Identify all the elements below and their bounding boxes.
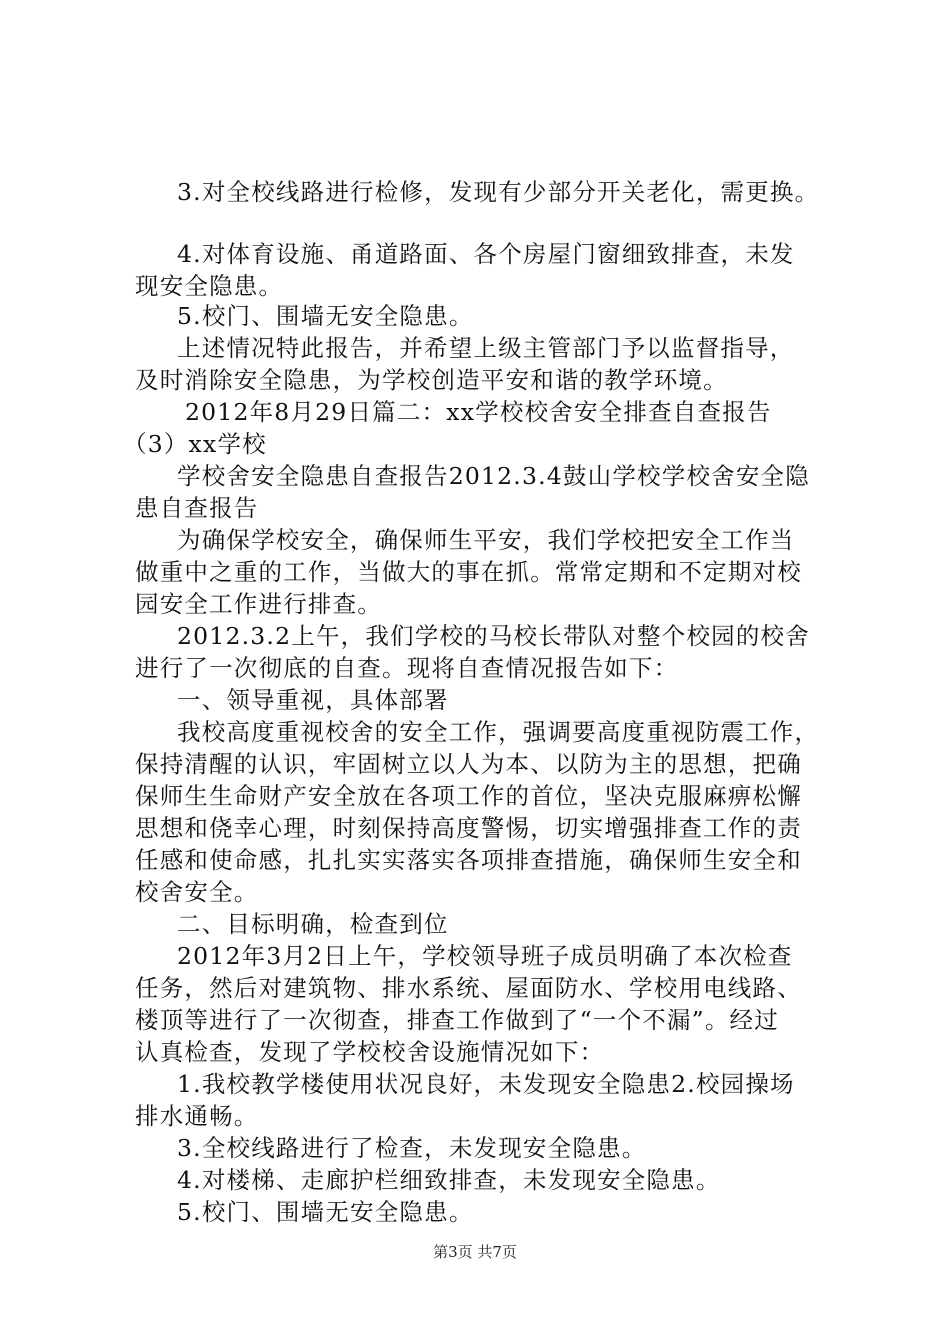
paragraph-inspection: [135, 620, 835, 684]
text-line: 一、领导重视，具体部署: [177, 686, 449, 714]
text-line: （3）xx学校: [123, 430, 267, 458]
paragraph-finding-1: [135, 1068, 835, 1132]
text-line: 上述情况特此报告，并希望上级主管部门予以监督指导，: [177, 334, 795, 362]
paragraph-closing: [135, 332, 835, 396]
text-line: 2012年3月2日上午，学校领导班子成员明确了本次检查: [177, 942, 793, 970]
paragraph-report-title: [135, 460, 835, 524]
text-line: 1.我校教学楼使用状况良好，未发现安全隐患2.校园操场: [177, 1070, 795, 1098]
text-line: 做重中之重的工作，当做大的事在抓。常常定期和不定期对校: [135, 558, 802, 586]
text-line: 思想和侥幸心理，时刻保持高度警惕，切实增强排查工作的责: [135, 814, 802, 842]
text-line: 及时消除安全隐患，为学校创造平安和谐的教学环境。: [135, 366, 728, 394]
paragraph-item-4: [135, 238, 835, 302]
text-line: 保师生生命财产安全放在各项工作的首位，坚决克服麻痹松懈: [135, 782, 802, 810]
text-line: 校舍安全。: [135, 878, 259, 906]
text-line: 进行了一次彻底的自查。现将自查情况报告如下：: [135, 654, 679, 682]
paragraph-finding-5: [135, 1196, 835, 1228]
text-line: 园安全工作进行排查。: [135, 590, 382, 618]
paragraph-intro: [135, 524, 835, 620]
text-line: 任感和使命感，扎扎实实落实各项排查措施，确保师生安全和: [135, 846, 802, 874]
text-line: 3.全校线路进行了检查，未发现安全隐患。: [177, 1134, 647, 1162]
text-line: 4.对楼梯、走廊护栏细致排查，未发现安全隐患。: [177, 1166, 721, 1194]
paragraph-goals: [135, 940, 835, 1068]
text-line: 患自查报告: [135, 494, 259, 522]
paragraph-finding-4: [135, 1164, 835, 1196]
text-line: 现安全隐患。: [135, 272, 284, 300]
text-line: 楼顶等进行了一次彻查，排查工作做到了“一个不漏”。经过: [135, 1006, 779, 1034]
text-line: 4.对体育设施、甬道路面、各个房屋门窗细致排查，未发: [177, 240, 795, 268]
text-line: 学校舍安全隐患自查报告2012.3.4鼓山学校学校舍安全隐: [177, 462, 810, 490]
text-line: 5.校门、围墙无安全隐患。: [177, 1198, 474, 1226]
paragraph-finding-3: [135, 1132, 835, 1164]
paragraph-item-3: [177, 176, 877, 208]
text-line: 2012年8月29日篇二：xx学校校舍安全排查自查报告: [185, 398, 772, 426]
text-line: 任务，然后对建筑物、排水系统、屋面防水、学校用电线路、: [135, 974, 802, 1002]
paragraph-date-title: [123, 396, 835, 460]
text-line: 我校高度重视校舍的安全工作，强调要高度重视防震工作，: [177, 718, 820, 746]
text-line: 2012.3.2上午，我们学校的马校长带队对整个校园的校舍: [177, 622, 810, 650]
section-heading-2: [135, 908, 835, 940]
paragraph-leadership: [135, 716, 835, 908]
text-line: 二、目标明确，检查到位: [177, 910, 449, 938]
text-line: 3.对全校线路进行检修，发现有少部分开关老化，需更换。: [177, 178, 820, 206]
text-line: 5.校门、围墙无安全隐患。: [177, 302, 474, 330]
paragraph-item-5: [135, 300, 835, 332]
section-heading-1: [135, 684, 835, 716]
text-line: 保持清醒的认识，牢固树立以人为本、以防为主的思想，把确: [135, 750, 802, 778]
text-line: 排水通畅。: [135, 1102, 259, 1130]
page-number-footer: 第3页 共7页: [433, 1243, 517, 1261]
text-line: 认真检查，发现了学校校舍设施情况如下：: [135, 1038, 605, 1066]
text-line: 为确保学校安全，确保师生平安，我们学校把安全工作当: [177, 526, 795, 554]
